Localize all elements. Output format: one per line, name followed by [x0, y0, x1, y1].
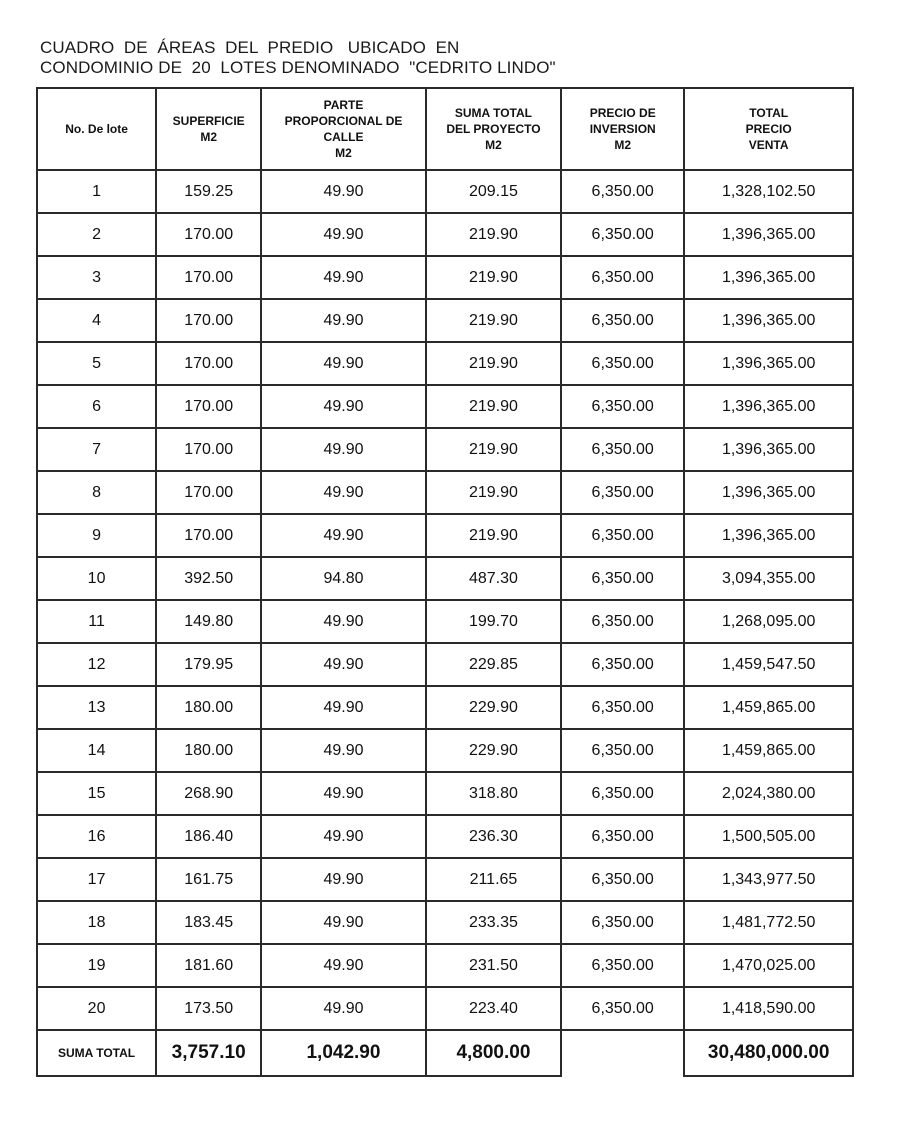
- cell-suma-total: 229.90: [426, 729, 561, 772]
- cell-precio-inversion: 6,350.00: [561, 385, 684, 428]
- cell-total-precio-venta: 1,396,365.00: [684, 385, 853, 428]
- table-row: [37, 428, 853, 471]
- cell-suma-total: 199.70: [426, 600, 561, 643]
- cell-precio-inversion: 6,350.00: [561, 858, 684, 901]
- cell-suma-total: 231.50: [426, 944, 561, 987]
- cell-precio-inversion: 6,350.00: [561, 600, 684, 643]
- cell-parte-proporcional: 49.90: [261, 471, 426, 514]
- cell-superficie: 179.95: [156, 643, 261, 686]
- table-row: [37, 858, 853, 901]
- cell-parte-proporcional: 49.90: [261, 858, 426, 901]
- cell-suma-total: 219.90: [426, 299, 561, 342]
- cell-parte-proporcional: 49.90: [261, 686, 426, 729]
- cell-precio-inversion: 6,350.00: [561, 772, 684, 815]
- cell-parte-proporcional: 49.90: [261, 213, 426, 256]
- total-label: SUMA TOTAL: [37, 1030, 156, 1076]
- cell-suma-total: 229.90: [426, 686, 561, 729]
- cell-superficie: 186.40: [156, 815, 261, 858]
- cell-total-precio-venta: 1,470,025.00: [684, 944, 853, 987]
- cell-total-precio-venta: 1,343,977.50: [684, 858, 853, 901]
- cell-parte-proporcional: 49.90: [261, 342, 426, 385]
- cell-superficie: 170.00: [156, 213, 261, 256]
- table-row: [37, 815, 853, 858]
- table-row: [37, 944, 853, 987]
- cell-suma-total: 219.90: [426, 213, 561, 256]
- cell-precio-inversion: 6,350.00: [561, 729, 684, 772]
- cell-suma-total: 233.35: [426, 901, 561, 944]
- total-venta: 30,480,000.00: [684, 1030, 853, 1076]
- header-parte-proporcional: PARTE PROPORCIONAL DE CALLE M2: [261, 88, 426, 170]
- cell-lot-number: 9: [37, 514, 156, 557]
- cell-lot-number: 8: [37, 471, 156, 514]
- cell-total-precio-venta: 1,396,365.00: [684, 428, 853, 471]
- cell-suma-total: 219.90: [426, 385, 561, 428]
- cell-parte-proporcional: 49.90: [261, 901, 426, 944]
- cell-lot-number: 16: [37, 815, 156, 858]
- cell-precio-inversion: 6,350.00: [561, 686, 684, 729]
- table-body: [37, 170, 853, 1030]
- cell-precio-inversion: 6,350.00: [561, 557, 684, 600]
- cell-superficie: 180.00: [156, 729, 261, 772]
- cell-parte-proporcional: 49.90: [261, 600, 426, 643]
- table-row: [37, 901, 853, 944]
- table-row: [37, 213, 853, 256]
- cell-lot-number: 3: [37, 256, 156, 299]
- cell-precio-inversion: 6,350.00: [561, 342, 684, 385]
- cell-suma-total: 209.15: [426, 170, 561, 213]
- cell-precio-inversion: 6,350.00: [561, 299, 684, 342]
- cell-parte-proporcional: 94.80: [261, 557, 426, 600]
- cell-total-precio-venta: 1,328,102.50: [684, 170, 853, 213]
- cell-suma-total: 219.90: [426, 342, 561, 385]
- cell-parte-proporcional: 49.90: [261, 385, 426, 428]
- cell-parte-proporcional: 49.90: [261, 643, 426, 686]
- cell-parte-proporcional: 49.90: [261, 729, 426, 772]
- cell-parte-proporcional: 49.90: [261, 815, 426, 858]
- header-superficie: SUPERFICIE M2: [156, 88, 261, 170]
- cell-superficie: 173.50: [156, 987, 261, 1030]
- table-row: [37, 686, 853, 729]
- cell-precio-inversion: 6,350.00: [561, 987, 684, 1030]
- title-line-2: CONDOMINIO DE 20 LOTES DENOMINADO "CEDRITO LINDO": [40, 58, 556, 77]
- cell-suma-total: 236.30: [426, 815, 561, 858]
- cell-superficie: 170.00: [156, 256, 261, 299]
- cell-superficie: 181.60: [156, 944, 261, 987]
- total-precio-empty: [561, 1030, 684, 1076]
- header-total-precio-venta: TOTAL PRECIO VENTA: [684, 88, 853, 170]
- cell-total-precio-venta: 1,481,772.50: [684, 901, 853, 944]
- cell-precio-inversion: 6,350.00: [561, 170, 684, 213]
- cell-total-precio-venta: 1,396,365.00: [684, 256, 853, 299]
- table-row: [37, 987, 853, 1030]
- cell-superficie: 392.50: [156, 557, 261, 600]
- table-row: [37, 772, 853, 815]
- areas-table: [36, 87, 854, 1077]
- cell-total-precio-venta: 1,396,365.00: [684, 213, 853, 256]
- cell-lot-number: 18: [37, 901, 156, 944]
- total-proyecto: 4,800.00: [426, 1030, 561, 1076]
- table-row: [37, 256, 853, 299]
- title-line-1: CUADRO DE ÁREAS DEL PREDIO UBICADO EN: [40, 38, 460, 57]
- cell-total-precio-venta: 2,024,380.00: [684, 772, 853, 815]
- table-row: [37, 600, 853, 643]
- cell-total-precio-venta: 1,418,590.00: [684, 987, 853, 1030]
- cell-lot-number: 11: [37, 600, 156, 643]
- cell-suma-total: 219.90: [426, 471, 561, 514]
- cell-suma-total: 229.85: [426, 643, 561, 686]
- table-row: [37, 299, 853, 342]
- table-row: [37, 643, 853, 686]
- cell-superficie: 268.90: [156, 772, 261, 815]
- cell-superficie: 183.45: [156, 901, 261, 944]
- cell-suma-total: 211.65: [426, 858, 561, 901]
- cell-superficie: 170.00: [156, 342, 261, 385]
- cell-precio-inversion: 6,350.00: [561, 901, 684, 944]
- cell-parte-proporcional: 49.90: [261, 170, 426, 213]
- cell-precio-inversion: 6,350.00: [561, 471, 684, 514]
- cell-total-precio-venta: 1,459,865.00: [684, 686, 853, 729]
- cell-total-precio-venta: 1,396,365.00: [684, 514, 853, 557]
- cell-precio-inversion: 6,350.00: [561, 643, 684, 686]
- cell-parte-proporcional: 49.90: [261, 987, 426, 1030]
- cell-lot-number: 20: [37, 987, 156, 1030]
- table-row: [37, 514, 853, 557]
- cell-lot-number: 17: [37, 858, 156, 901]
- cell-lot-number: 12: [37, 643, 156, 686]
- cell-parte-proporcional: 49.90: [261, 299, 426, 342]
- cell-total-precio-venta: 1,396,365.00: [684, 471, 853, 514]
- header-suma-total: SUMA TOTAL DEL PROYECTO M2: [426, 88, 561, 170]
- document-title: [40, 38, 556, 78]
- cell-precio-inversion: 6,350.00: [561, 213, 684, 256]
- cell-total-precio-venta: 1,396,365.00: [684, 299, 853, 342]
- cell-suma-total: 318.80: [426, 772, 561, 815]
- cell-suma-total: 219.90: [426, 256, 561, 299]
- cell-precio-inversion: 6,350.00: [561, 944, 684, 987]
- cell-parte-proporcional: 49.90: [261, 256, 426, 299]
- total-row: [37, 1030, 853, 1076]
- cell-parte-proporcional: 49.90: [261, 514, 426, 557]
- cell-superficie: 170.00: [156, 385, 261, 428]
- cell-lot-number: 2: [37, 213, 156, 256]
- table-row: [37, 170, 853, 213]
- header-precio-inversion: PRECIO DE INVERSION M2: [561, 88, 684, 170]
- cell-suma-total: 223.40: [426, 987, 561, 1030]
- table-row: [37, 385, 853, 428]
- table-row: [37, 557, 853, 600]
- cell-lot-number: 14: [37, 729, 156, 772]
- cell-suma-total: 219.90: [426, 514, 561, 557]
- cell-suma-total: 219.90: [426, 428, 561, 471]
- cell-precio-inversion: 6,350.00: [561, 514, 684, 557]
- header-lot-number: No. De lote: [37, 88, 156, 170]
- cell-suma-total: 487.30: [426, 557, 561, 600]
- cell-total-precio-venta: 1,268,095.00: [684, 600, 853, 643]
- total-calle: 1,042.90: [261, 1030, 426, 1076]
- cell-precio-inversion: 6,350.00: [561, 428, 684, 471]
- table-row: [37, 342, 853, 385]
- cell-lot-number: 1: [37, 170, 156, 213]
- cell-total-precio-venta: 1,459,865.00: [684, 729, 853, 772]
- cell-total-precio-venta: 1,459,547.50: [684, 643, 853, 686]
- cell-superficie: 159.25: [156, 170, 261, 213]
- cell-lot-number: 6: [37, 385, 156, 428]
- cell-parte-proporcional: 49.90: [261, 428, 426, 471]
- cell-lot-number: 7: [37, 428, 156, 471]
- table-header-row: [37, 88, 853, 170]
- cell-superficie: 170.00: [156, 471, 261, 514]
- total-superficie: 3,757.10: [156, 1030, 261, 1076]
- cell-precio-inversion: 6,350.00: [561, 815, 684, 858]
- cell-precio-inversion: 6,350.00: [561, 256, 684, 299]
- cell-lot-number: 15: [37, 772, 156, 815]
- table-row: [37, 471, 853, 514]
- cell-parte-proporcional: 49.90: [261, 772, 426, 815]
- cell-lot-number: 19: [37, 944, 156, 987]
- cell-lot-number: 13: [37, 686, 156, 729]
- cell-superficie: 149.80: [156, 600, 261, 643]
- cell-lot-number: 5: [37, 342, 156, 385]
- cell-lot-number: 4: [37, 299, 156, 342]
- cell-superficie: 170.00: [156, 428, 261, 471]
- cell-lot-number: 10: [37, 557, 156, 600]
- cell-total-precio-venta: 1,396,365.00: [684, 342, 853, 385]
- table-row: [37, 729, 853, 772]
- cell-superficie: 170.00: [156, 514, 261, 557]
- cell-parte-proporcional: 49.90: [261, 944, 426, 987]
- cell-superficie: 161.75: [156, 858, 261, 901]
- cell-superficie: 170.00: [156, 299, 261, 342]
- cell-superficie: 180.00: [156, 686, 261, 729]
- cell-total-precio-venta: 3,094,355.00: [684, 557, 853, 600]
- cell-total-precio-venta: 1,500,505.00: [684, 815, 853, 858]
